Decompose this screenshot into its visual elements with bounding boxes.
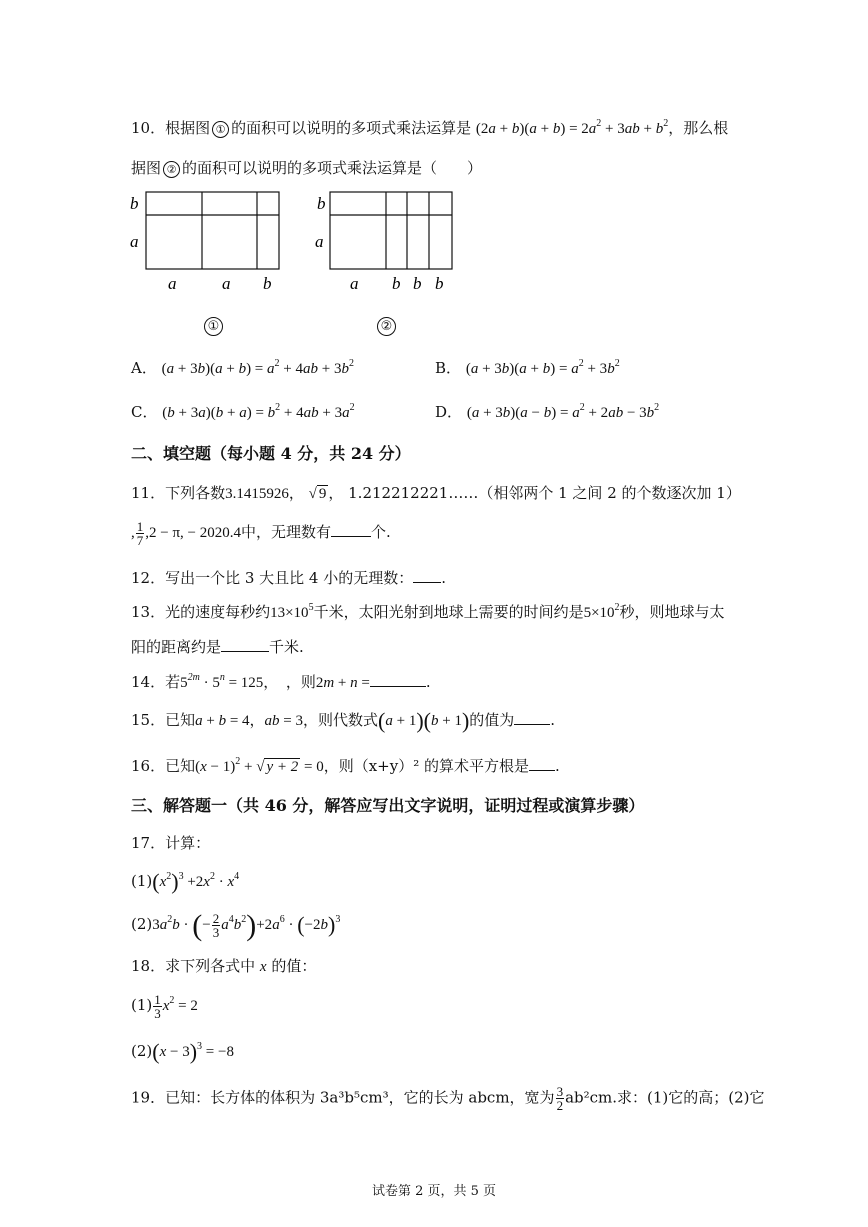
q10-suffix: ，那么根 xyxy=(668,119,729,137)
q11-blank xyxy=(331,522,371,537)
q17-title: 17．计算： xyxy=(131,834,211,852)
q17-part1-expr: $(x^2)^3 +2x^2 \cdot x^4$ xyxy=(152,869,240,894)
q11-prefix: 11．下列各数 xyxy=(131,484,226,502)
q12-text: 12．写出一个比 3 大且比 4 小的无理数： xyxy=(131,569,414,587)
q18-prefix: 18．求下列各式中 xyxy=(131,957,256,975)
q18-part1 xyxy=(131,993,198,1020)
q13-mid: 千米，太阳光射到地球上需要的时间约是 xyxy=(313,603,584,621)
q14-line: 14．若$5^{2m} \cdot 5^n = 125$， ，则2m + n = . xyxy=(131,672,431,691)
fig1-bottom-a2: a xyxy=(222,274,231,293)
option-c-formula: $(b + 3a)(b + a) = b^2 + 4ab + 3a^2$ xyxy=(162,402,355,421)
q15-mid: ，则代数式 xyxy=(303,711,379,729)
q11-num1: 3.1415926 xyxy=(225,486,289,502)
option-b-label: B． xyxy=(435,359,462,377)
figure-2-label: ② xyxy=(377,317,396,336)
q13-line1 xyxy=(131,601,725,624)
q18-title xyxy=(131,955,316,978)
q12-blank xyxy=(413,568,441,583)
q15-sep: ， xyxy=(249,711,265,729)
q17-part2-expr: $3a^2b$ · (− $\frac{2}{3}$ $a^4b^2)+2a^6 \cdot (-2b)^3$ xyxy=(152,908,341,942)
q10-prefix: 10．根据图 xyxy=(131,119,211,137)
q11-suffix: 中，无理数有 xyxy=(241,522,332,541)
fig2-bottom-b1: b xyxy=(392,274,401,293)
q13-suffix: 秒，则地球与太 xyxy=(619,603,725,621)
q10-mid: 的面积可以说明的多项式乘法运算是 xyxy=(231,119,472,137)
q19-line: 19．已知：长方体的体积为 3a³b⁵cm³，它的长为 abcm，宽为 $\frac{3}{2}$ ab²cm.求：(1)它的高；(2)它 xyxy=(131,1084,765,1113)
q15-end: . xyxy=(550,711,556,729)
q15-expr: (a + 1)(b + 1) xyxy=(378,708,470,733)
fig2-bottom-b2: b xyxy=(413,274,422,293)
q16-equation: $(x - 1)^2$ + √ y + 2 = 0 xyxy=(195,756,324,775)
fig2-bottom-b3: b xyxy=(435,274,444,293)
section-2-title: 二、填空题（每小题 4 分，共 24 分） xyxy=(131,444,411,463)
fig1-bottom-a1: a xyxy=(168,274,177,293)
fig1-label-b: b xyxy=(130,194,139,213)
q10-line2 xyxy=(131,157,482,179)
q10-line2-suffix: 的面积可以说明的多项式乘法运算是（ ） xyxy=(182,159,483,177)
q18-part1-label: (1) xyxy=(131,995,153,1014)
q13-line2 xyxy=(131,636,304,658)
section-3-title: 三、解答题一（共 46 分，解答应写出文字说明，证明过程或演算步骤） xyxy=(131,796,645,815)
q13-time: $5\times 10^2$ xyxy=(583,602,620,621)
q13-line2-prefix: 阳的距离约是 xyxy=(131,638,222,656)
q12-line xyxy=(131,567,446,589)
fig2-bottom-a: a xyxy=(350,274,359,293)
q11-sqrt9: √ 9 xyxy=(308,486,327,502)
option-a-formula: $(a + 3b)(a + b) = a^2 + 4ab + 3b^2$ xyxy=(161,358,354,377)
option-a-label: A． xyxy=(131,359,157,377)
q14-end: . xyxy=(425,673,431,691)
option-b-formula: $(a + 3b)(a + b) = a^2 + 3b^2$ xyxy=(465,358,620,377)
fig2-label-b: b xyxy=(317,194,326,213)
q18-part1-expr: $\frac{1}{3}$ $x^2 = 2$ xyxy=(154,992,198,1021)
q11-end: 个. xyxy=(371,522,391,541)
q19-prefix: 19．已知：长方体的体积为 3a³b⁵cm³，它的长为 abcm，宽为 xyxy=(131,1088,555,1107)
q15-prefix: 15．已知 xyxy=(131,711,196,729)
q11-num3: 1.212212221……（相邻两个 1 之间 2 的个数逐次加 1） xyxy=(348,484,741,502)
q15-blank xyxy=(514,710,550,725)
q16-prefix: 16．已知 xyxy=(131,757,196,775)
q17-part1-label: (1) xyxy=(131,872,153,890)
q10-formula: $(2a + b)(a + b) = 2a^2 + 3ab + b^2$ xyxy=(475,118,669,137)
q15-suffix: 的值为 xyxy=(469,711,515,729)
q13-blank xyxy=(221,637,269,652)
q15-line xyxy=(131,709,555,732)
q13-prefix: 13．光的速度每秒约 xyxy=(131,603,271,621)
fig1-label-a: a xyxy=(130,232,139,251)
q17-part2 xyxy=(131,908,341,942)
option-c-label: C． xyxy=(131,403,158,421)
q16-suffix: ，则（x+y）² 的算术平方根是 xyxy=(323,757,529,775)
page-footer: 试卷第 2 页，共 5 页 xyxy=(371,1184,497,1199)
q14-expr: 2m + n = xyxy=(315,675,370,691)
q18-suffix: 的值： xyxy=(271,957,317,975)
option-d xyxy=(435,401,659,424)
option-b xyxy=(435,357,620,380)
q16-blank xyxy=(529,756,555,771)
q18-part2-expr: $(x - 3)^3 = -8$ xyxy=(152,1039,234,1064)
q15-cond1: a + b = 4 xyxy=(195,713,250,729)
q14-blank xyxy=(370,672,426,687)
figure-2-diagram xyxy=(310,188,470,303)
figure-1-diagram xyxy=(125,188,295,303)
q11-line2 xyxy=(131,520,391,547)
option-a xyxy=(131,357,354,380)
circle-one-marker: ① xyxy=(212,121,229,138)
fig1-outer-rect xyxy=(146,192,279,269)
q10-line2-prefix: 据图 xyxy=(131,159,162,177)
option-d-label: D． xyxy=(435,403,463,421)
fig2-label-a: a xyxy=(315,232,324,251)
q15-cond2: ab = 3 xyxy=(264,713,304,729)
q16-line xyxy=(131,755,560,778)
q18-part2 xyxy=(131,1040,234,1063)
q18-part2-label: (2) xyxy=(131,1042,153,1060)
q11-list: , $\frac{1}{7}$ ,2 − π, − 2020.4 xyxy=(131,519,241,548)
q17-part2-label: (2) xyxy=(131,914,153,933)
circle-two-marker: ② xyxy=(163,161,180,178)
q18-var: x xyxy=(259,959,267,975)
option-c xyxy=(131,401,355,424)
q10-line1 xyxy=(131,117,728,140)
q17-part1 xyxy=(131,870,239,893)
q14-equation: $5^{2m} \cdot 5^n = 125$ xyxy=(180,672,264,691)
q11-line1: 11．下列各数3.1415926， √ 9 ， 1.212212221……（相邻两个 1 之间 2 的个数逐次加 1） xyxy=(131,484,741,502)
q13-line2-suffix: 千米. xyxy=(269,638,304,656)
q13-speed: $13\times 10^5$ xyxy=(270,602,314,621)
fig2-outer-rect xyxy=(330,192,452,269)
figure-1-label: ① xyxy=(204,317,223,336)
q12-end: . xyxy=(441,569,447,587)
q16-end: . xyxy=(555,757,560,775)
q14-prefix: 14．若 xyxy=(131,673,181,691)
q14-mid: ，则 xyxy=(285,673,316,691)
q19-suffix: ab²cm.求：(1)它的高；(2)它 xyxy=(565,1088,765,1107)
option-d-formula: $(a + 3b)(a - b) = a^2 + 2ab - 3b^2$ xyxy=(466,402,660,421)
fig1-bottom-b: b xyxy=(263,274,272,293)
